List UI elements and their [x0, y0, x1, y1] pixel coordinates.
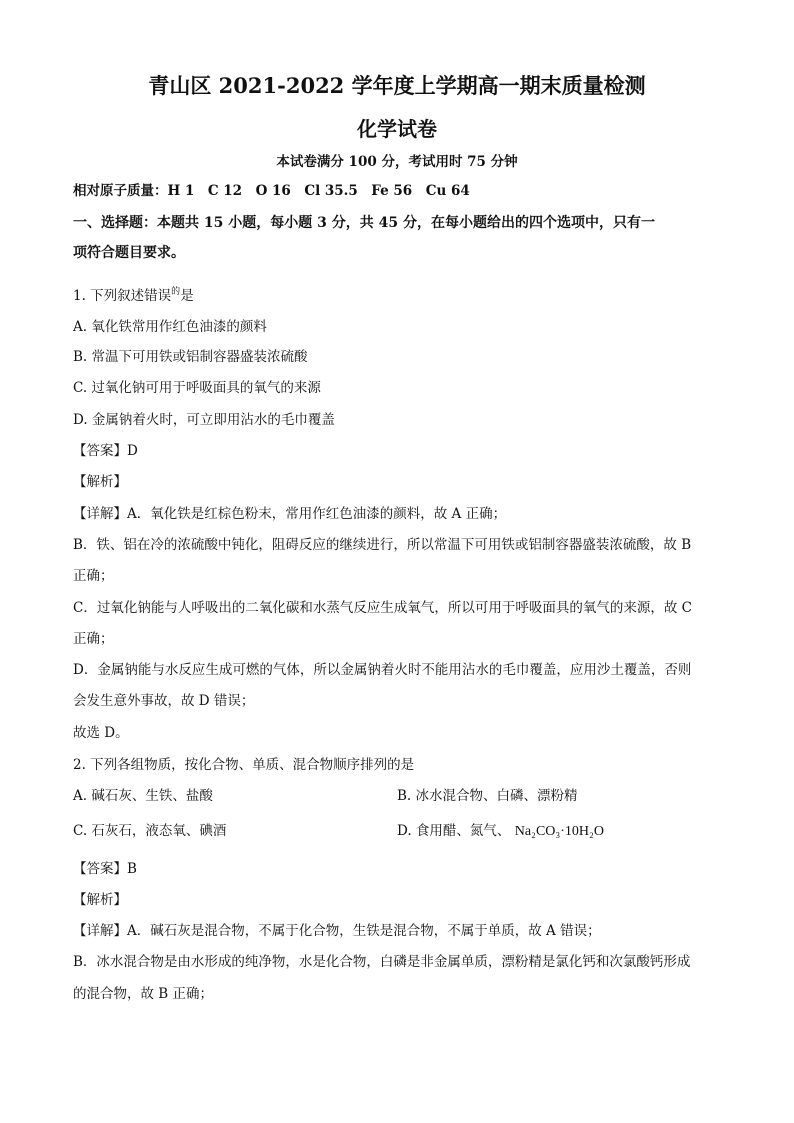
exam-subtitle: 化学试卷 [357, 117, 437, 141]
q2-option-c: C. 石灰石，液态氧、碘酒 [73, 823, 227, 839]
q2-option-b: B. 冰水混合物、白磷、漂粉精 [397, 788, 578, 804]
q2-detail-line: B．冰水混合物是由水形成的纯净物，水是化合物，白磷是非金属单质，漂粉精是氯化钙和次氯酸钙形成 [73, 954, 691, 970]
q1-stem [73, 283, 194, 305]
q1-detail-line: 正确； [73, 568, 114, 584]
q1-stem-end: 是 [180, 288, 194, 304]
q1-answer: 【答案】D [73, 443, 138, 459]
section-heading-line2: 项符合题目要求。 [73, 245, 185, 261]
q1-option-c: C. 过氧化钠可用于呼吸面具的氧气的来源 [73, 380, 321, 396]
q2-option-d [397, 822, 604, 841]
q1-detail-line: C．过氧化钠能与人呼吸出的二氧化碳和水蒸气反应生成氧气，所以可用于呼吸面具的氧气的来源，故 C [73, 600, 692, 616]
q1-analysis-label: 【解析】 [73, 474, 127, 490]
section-heading-line1: 一、选择题：本题共 15 小题，每小题 3 分，共 45 分，在每小题给出的四个选项中，只有一 [73, 215, 655, 231]
q1-detail-line: D．金属钠能与水反应生成可燃的气体，所以金属钠着火时不能用沾水的毛巾覆盖，应用沙土覆盖，否则 [73, 662, 692, 678]
exam-info: 本试卷满分 100 分，考试用时 75 分钟 [276, 154, 518, 170]
q2-detail-line: 【详解】A．碱石灰是混合物，不属于化合物，生铁是混合物，不属于单质，故 A 错误； [73, 923, 601, 939]
q2-option-a: A. 碱石灰、生铁、盐酸 [73, 788, 213, 804]
q2-answer: 【答案】B [73, 861, 137, 877]
q1-stem-superscript: 的 [171, 287, 181, 297]
q1-detail-line: 故选 D。 [73, 725, 129, 741]
q2-option-d-text: D. 食用醋、氮气、 [397, 823, 511, 839]
q1-stem-text: 1. 下列叙述错误 [73, 288, 172, 304]
atomic-masses: 相对原子质量：H 1 C 12 O 16 Cl 35.5 Fe 56 Cu 64 [73, 183, 470, 199]
q1-detail-line: 会发生意外事故，故 D 错误； [73, 693, 255, 709]
q1-detail-line: 正确； [73, 631, 114, 647]
exam-title: 青山区 2021-2022 学年度上学期高一期末质量检测 [148, 73, 646, 98]
q1-option-a: A. 氧化铁常用作红色油漆的颜料 [73, 319, 267, 335]
q2-detail-line: 的混合物，故 B 正确； [73, 986, 214, 1002]
q2-analysis-label: 【解析】 [73, 892, 127, 908]
q1-detail-line: 【详解】A．氧化铁是红棕色粉末，常用作红色油漆的颜料，故 A 正确； [73, 506, 507, 522]
q2-stem: 2. 下列各组物质，按化合物、单质、混合物顺序排列的是 [73, 757, 415, 773]
q1-detail-line: B．铁、铝在冷的浓硫酸中钝化，阻碍反应的继续进行，所以常温下可用铁或铝制容器盛装浓硫酸，故 B [73, 537, 692, 553]
q1-option-d: D. 金属钠着火时，可立即用沾水的毛巾覆盖 [73, 412, 335, 428]
q2-option-d-formula: Na₂CO₃·10H₂O [514, 824, 605, 839]
q1-option-b: B. 常温下可用铁或铝制容器盛装浓硫酸 [73, 349, 308, 365]
